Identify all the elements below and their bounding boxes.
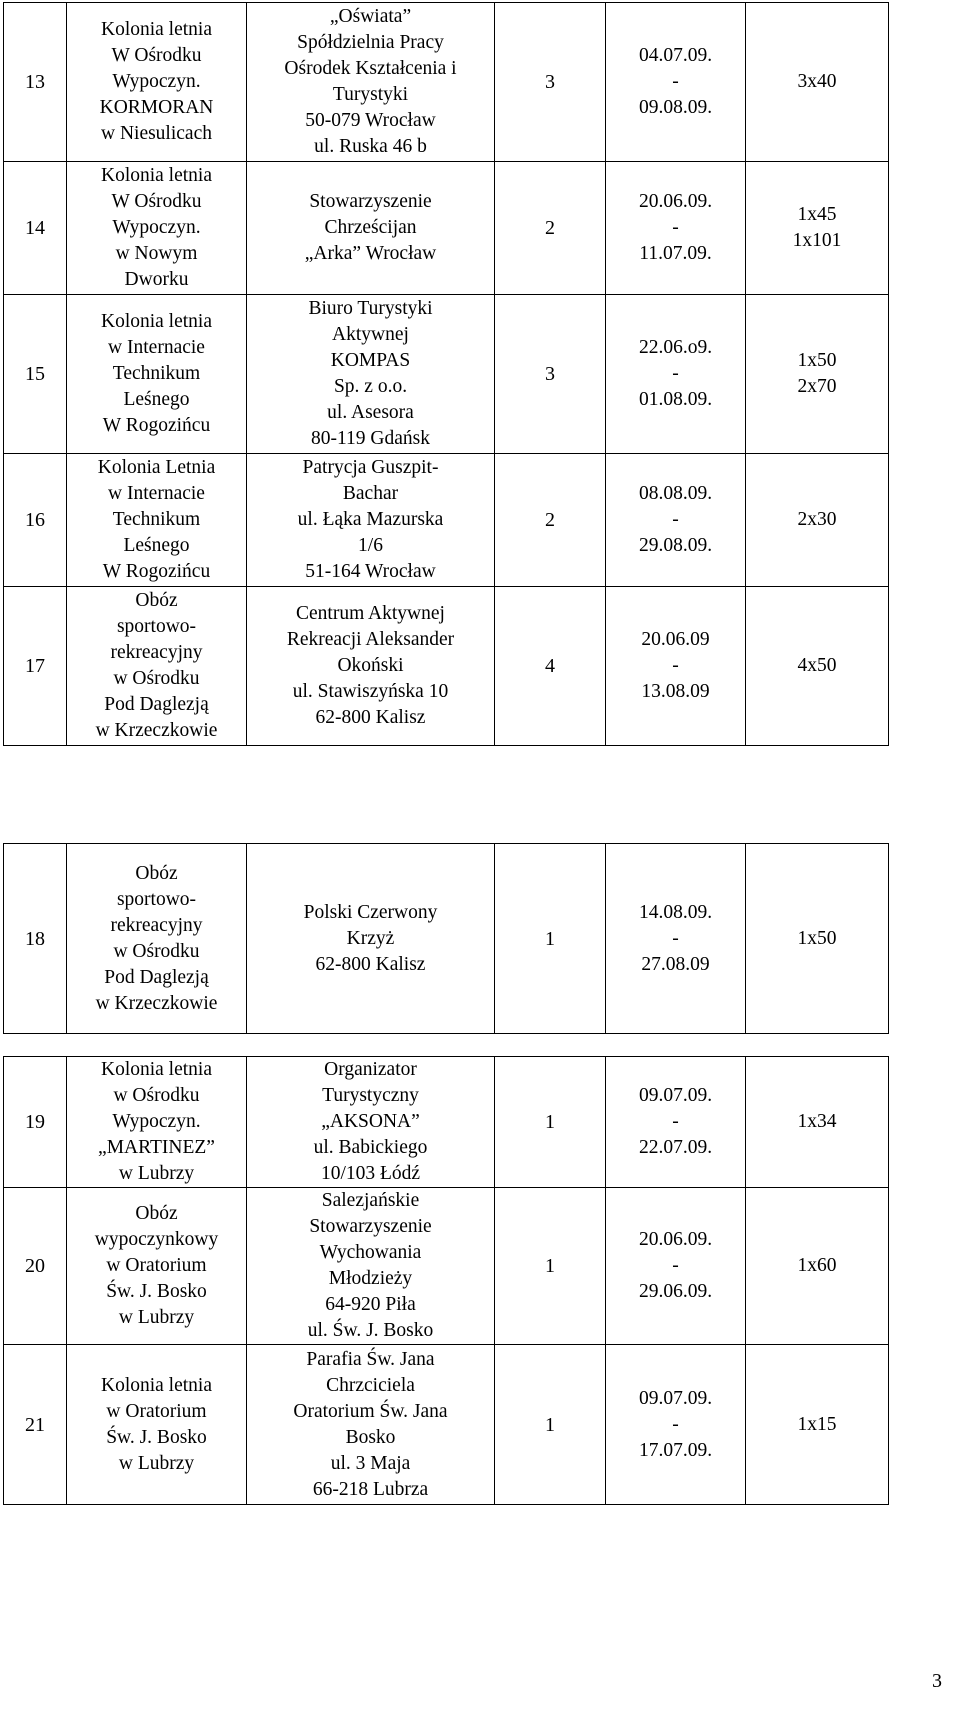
row-number-cell: 15 <box>4 295 67 454</box>
dates-cell <box>606 454 746 587</box>
cell-line: 1x15 <box>797 1413 837 1435</box>
cell-line: w Internacie <box>108 337 205 358</box>
cell-line: W Rogozińcu <box>102 561 211 582</box>
cell-line: 20.06.09 <box>641 629 710 650</box>
turnus-count-cell: 2 <box>495 454 606 587</box>
cell-line: Obóz <box>135 1203 178 1224</box>
organizer-cell <box>247 3 495 162</box>
cell-line: 20.06.09. <box>638 191 713 212</box>
turnus-count-cell: 3 <box>495 3 606 162</box>
row-number-cell: 21 <box>4 1345 67 1505</box>
table-row <box>4 454 889 587</box>
organizer-cell <box>247 844 495 1034</box>
row-number-cell: 16 <box>4 454 67 587</box>
organizer-cell <box>247 1188 495 1345</box>
row-number-cell: 18 <box>4 844 67 1034</box>
cell-line: 1x50 <box>797 350 837 371</box>
cell-line: W Ośrodku <box>111 45 202 66</box>
row-number-cell: 14 <box>4 162 67 295</box>
capacity-cell <box>746 295 889 454</box>
cell-line: W Rogozińcu <box>102 415 211 436</box>
table-row <box>4 1057 889 1188</box>
cell-line: - <box>672 71 679 92</box>
organizer-cell <box>247 1345 495 1505</box>
camp-name-cell <box>67 587 247 746</box>
cell-line: Sp. z o.o. <box>333 376 408 397</box>
cell-line: ul. Łąka Mazurska <box>297 509 444 530</box>
dates-cell <box>606 1057 746 1188</box>
cell-line: 62-800 Kalisz <box>315 707 426 728</box>
cell-line: 1x60 <box>797 1255 837 1276</box>
cell-line: - <box>672 1255 679 1276</box>
cell-line: Turystyczny <box>322 1085 419 1106</box>
cell-line: wypoczynkowy <box>94 1229 219 1250</box>
cell-line: Wychowania <box>319 1242 422 1263</box>
cell-line: „Arka” Wrocław <box>304 243 437 264</box>
table-row <box>4 1188 889 1345</box>
cell-line: Chrzciciela <box>326 1374 415 1396</box>
camps-table-lower <box>3 1056 889 1505</box>
cell-line: 62-800 Kalisz <box>315 953 426 975</box>
cell-line: - <box>672 1413 679 1435</box>
dates-cell <box>606 844 746 1034</box>
cell-line: Młodzieży <box>328 1268 413 1289</box>
table-row <box>4 3 889 162</box>
camp-name-cell <box>67 1188 247 1345</box>
cell-line: 01.08.09. <box>638 389 713 410</box>
cell-line: 10/103 Łódź <box>320 1163 421 1184</box>
cell-line: 14.08.09. <box>638 901 713 923</box>
capacity-cell <box>746 1057 889 1188</box>
organizer-cell <box>247 162 495 295</box>
table-row <box>4 587 889 746</box>
cell-line: 1x45 <box>797 204 837 225</box>
cell-line: Centrum Aktywnej <box>296 603 445 624</box>
cell-line: Kolonia Letnia <box>97 457 216 478</box>
cell-line: Okoński <box>337 655 404 676</box>
cell-line: 64-920 Piła <box>325 1294 416 1315</box>
cell-line: Św. J. Bosko <box>106 1426 207 1448</box>
cell-line: Krzyż <box>346 927 395 949</box>
cell-line: 4x50 <box>797 655 837 676</box>
dates-cell <box>606 1345 746 1505</box>
organizer-cell <box>247 295 495 454</box>
cell-line: Biuro Turystyki <box>308 298 433 319</box>
cell-line: Wypoczyn. <box>112 71 201 92</box>
cell-line: Patrycja Guszpit- <box>302 457 439 478</box>
organizer-cell <box>247 454 495 587</box>
dates-cell <box>606 587 746 746</box>
cell-line: 22.06.o9. <box>638 337 713 358</box>
cell-line: Turystyki <box>332 84 409 105</box>
cell-line: KORMORAN <box>99 97 214 118</box>
cell-line: Aktywnej <box>332 324 409 345</box>
cell-line: W Ośrodku <box>111 191 202 212</box>
cell-line: w Nowym <box>115 243 198 264</box>
cell-line: w Krzeczkowie <box>95 720 218 741</box>
row-number-cell: 13 <box>4 3 67 162</box>
turnus-count-cell: 3 <box>495 295 606 454</box>
cell-line: 2x30 <box>797 509 837 530</box>
dates-cell <box>606 295 746 454</box>
cell-line: 29.06.09. <box>638 1281 713 1302</box>
row-number-cell: 17 <box>4 587 67 746</box>
cell-line: ul. Św. J. Bosko <box>307 1320 434 1341</box>
cell-line: Kolonia letnia <box>100 311 212 332</box>
capacity-cell <box>746 1188 889 1345</box>
cell-line: Pod Daglezją <box>104 694 209 715</box>
cell-line: - <box>672 217 679 238</box>
dates-cell <box>606 162 746 295</box>
cell-line: Leśnego <box>123 535 190 556</box>
capacity-cell <box>746 162 889 295</box>
camps-table-upper <box>3 2 889 746</box>
cell-line: - <box>672 1111 679 1132</box>
cell-line: „AKSONA” <box>321 1111 420 1132</box>
cell-line: 1/6 <box>358 535 383 556</box>
cell-line: Technikum <box>112 363 201 384</box>
cell-line: ul. Stawiszyńska 10 <box>292 681 449 702</box>
cell-line: 27.08.09 <box>641 953 710 975</box>
table-row <box>4 162 889 295</box>
cell-line: w Lubrzy <box>118 1163 195 1184</box>
cell-line: 17.07.09. <box>638 1439 713 1461</box>
cell-line: Kolonia letnia <box>100 19 212 40</box>
table-row <box>4 1345 889 1505</box>
cell-line: Rekreacji Aleksander <box>286 629 455 650</box>
table-row <box>4 295 889 454</box>
cell-line: Leśnego <box>123 389 190 410</box>
camp-name-cell <box>67 3 247 162</box>
cell-line: Wypoczyn. <box>112 1111 201 1132</box>
cell-line: 22.07.09. <box>638 1137 713 1158</box>
camp-name-cell <box>67 295 247 454</box>
cell-line: 09.07.09. <box>638 1387 713 1409</box>
cell-line: „MARTINEZ” <box>98 1137 215 1158</box>
cell-line: ul. Babickiego <box>313 1137 428 1158</box>
cell-line: 09.08.09. <box>638 97 713 118</box>
cell-line: Św. J. Bosko <box>106 1281 207 1302</box>
cell-line: 66-218 Lubrza <box>312 1478 429 1500</box>
cell-line: 1x34 <box>797 1111 837 1132</box>
cell-line: Dworku <box>124 269 189 290</box>
cell-line: Bosko <box>345 1426 396 1448</box>
cell-line: Polski Czerwony <box>303 901 438 923</box>
cell-line: - <box>672 509 679 530</box>
turnus-count-cell: 1 <box>495 844 606 1034</box>
cell-line: Kolonia letnia <box>100 165 212 186</box>
cell-line: 11.07.09. <box>639 243 712 264</box>
cell-line: Obóz <box>135 590 178 611</box>
cell-line: w Krzeczkowie <box>95 992 218 1014</box>
cell-line: 13.08.09 <box>641 681 710 702</box>
cell-line: Spółdzielnia Pracy <box>297 32 444 53</box>
cell-line: w Lubrzy <box>118 1307 195 1328</box>
page-number: 3 <box>932 1670 942 1692</box>
camp-name-cell <box>67 1057 247 1188</box>
capacity-cell <box>746 3 889 162</box>
cell-line: 2x70 <box>797 376 837 397</box>
cell-line: Stowarzyszenie <box>309 1216 432 1237</box>
capacity-cell <box>746 844 889 1034</box>
cell-line: Organizator <box>324 1059 417 1080</box>
table-row <box>4 844 889 1034</box>
cell-line: Wypoczyn. <box>112 217 201 238</box>
turnus-count-cell: 4 <box>495 587 606 746</box>
cell-line: w Internacie <box>108 483 205 504</box>
cell-line: „Oświata” <box>329 6 412 27</box>
cell-line: Kolonia letnia <box>100 1374 212 1396</box>
cell-line: - <box>672 363 679 384</box>
turnus-count-cell: 1 <box>495 1057 606 1188</box>
cell-line: KOMPAS <box>330 350 411 371</box>
cell-line: 09.07.09. <box>638 1085 713 1106</box>
cell-line: 20.06.09. <box>638 1229 713 1250</box>
cell-line: w Oratorium <box>106 1400 207 1422</box>
cell-line: Oratorium Św. Jana <box>293 1400 448 1422</box>
capacity-cell <box>746 454 889 587</box>
dates-cell <box>606 3 746 162</box>
cell-line: ul. Ruska 46 b <box>314 136 427 157</box>
capacity-cell <box>746 1345 889 1505</box>
dates-cell <box>606 1188 746 1345</box>
cell-line: rekreacyjny <box>110 642 203 663</box>
camp-name-cell <box>67 454 247 587</box>
cell-line: Salezjańskie <box>321 1190 420 1211</box>
cell-line: 04.07.09. <box>638 45 713 66</box>
cell-line: Kolonia letnia <box>100 1059 212 1080</box>
cell-line: 3x40 <box>797 71 837 92</box>
cell-line: ul. 3 Maja <box>330 1452 411 1474</box>
camp-name-cell <box>67 162 247 295</box>
cell-line: Obóz <box>135 862 178 884</box>
cell-line: Stowarzyszenie <box>309 191 432 212</box>
cell-line: sportowo- <box>116 888 197 910</box>
cell-line: 50-079 Wrocław <box>305 110 436 131</box>
cell-line: - <box>672 655 679 676</box>
cell-line: Bachar <box>342 483 399 504</box>
cell-line: Ośrodek Kształcenia i <box>284 58 457 79</box>
cell-line: w Lubrzy <box>118 1452 195 1474</box>
cell-line: 08.08.09. <box>638 483 713 504</box>
cell-line: w Ośrodku <box>113 940 200 962</box>
capacity-cell <box>746 587 889 746</box>
turnus-count-cell: 1 <box>495 1188 606 1345</box>
turnus-count-cell: 2 <box>495 162 606 295</box>
camp-name-cell <box>67 1345 247 1505</box>
cell-line: 80-119 Gdańsk <box>311 428 430 449</box>
cell-line: rekreacyjny <box>110 914 203 936</box>
cell-line: - <box>672 927 679 949</box>
turnus-count-cell: 1 <box>495 1345 606 1505</box>
camps-table-middle <box>3 843 889 1034</box>
cell-line: Parafia Św. Jana <box>306 1348 435 1370</box>
cell-line: Pod Daglezją <box>104 966 209 988</box>
cell-line: 1x101 <box>792 230 842 251</box>
cell-line: 29.08.09. <box>638 535 713 556</box>
row-number-cell: 20 <box>4 1188 67 1345</box>
organizer-cell <box>247 1057 495 1188</box>
cell-line: ul. Asesora <box>327 402 414 423</box>
organizer-cell <box>247 587 495 746</box>
cell-line: w Ośrodku <box>113 668 200 689</box>
cell-line: sportowo- <box>116 616 197 637</box>
cell-line: 51-164 Wrocław <box>305 561 436 582</box>
camp-name-cell <box>67 844 247 1034</box>
cell-line: w Oratorium <box>106 1255 207 1276</box>
cell-line: Chrześcijan <box>324 217 417 238</box>
row-number-cell: 19 <box>4 1057 67 1188</box>
cell-line: Technikum <box>112 509 201 530</box>
cell-line: 1x50 <box>797 927 837 949</box>
cell-line: w Ośrodku <box>113 1085 200 1106</box>
cell-line: w Niesulicach <box>100 123 212 144</box>
